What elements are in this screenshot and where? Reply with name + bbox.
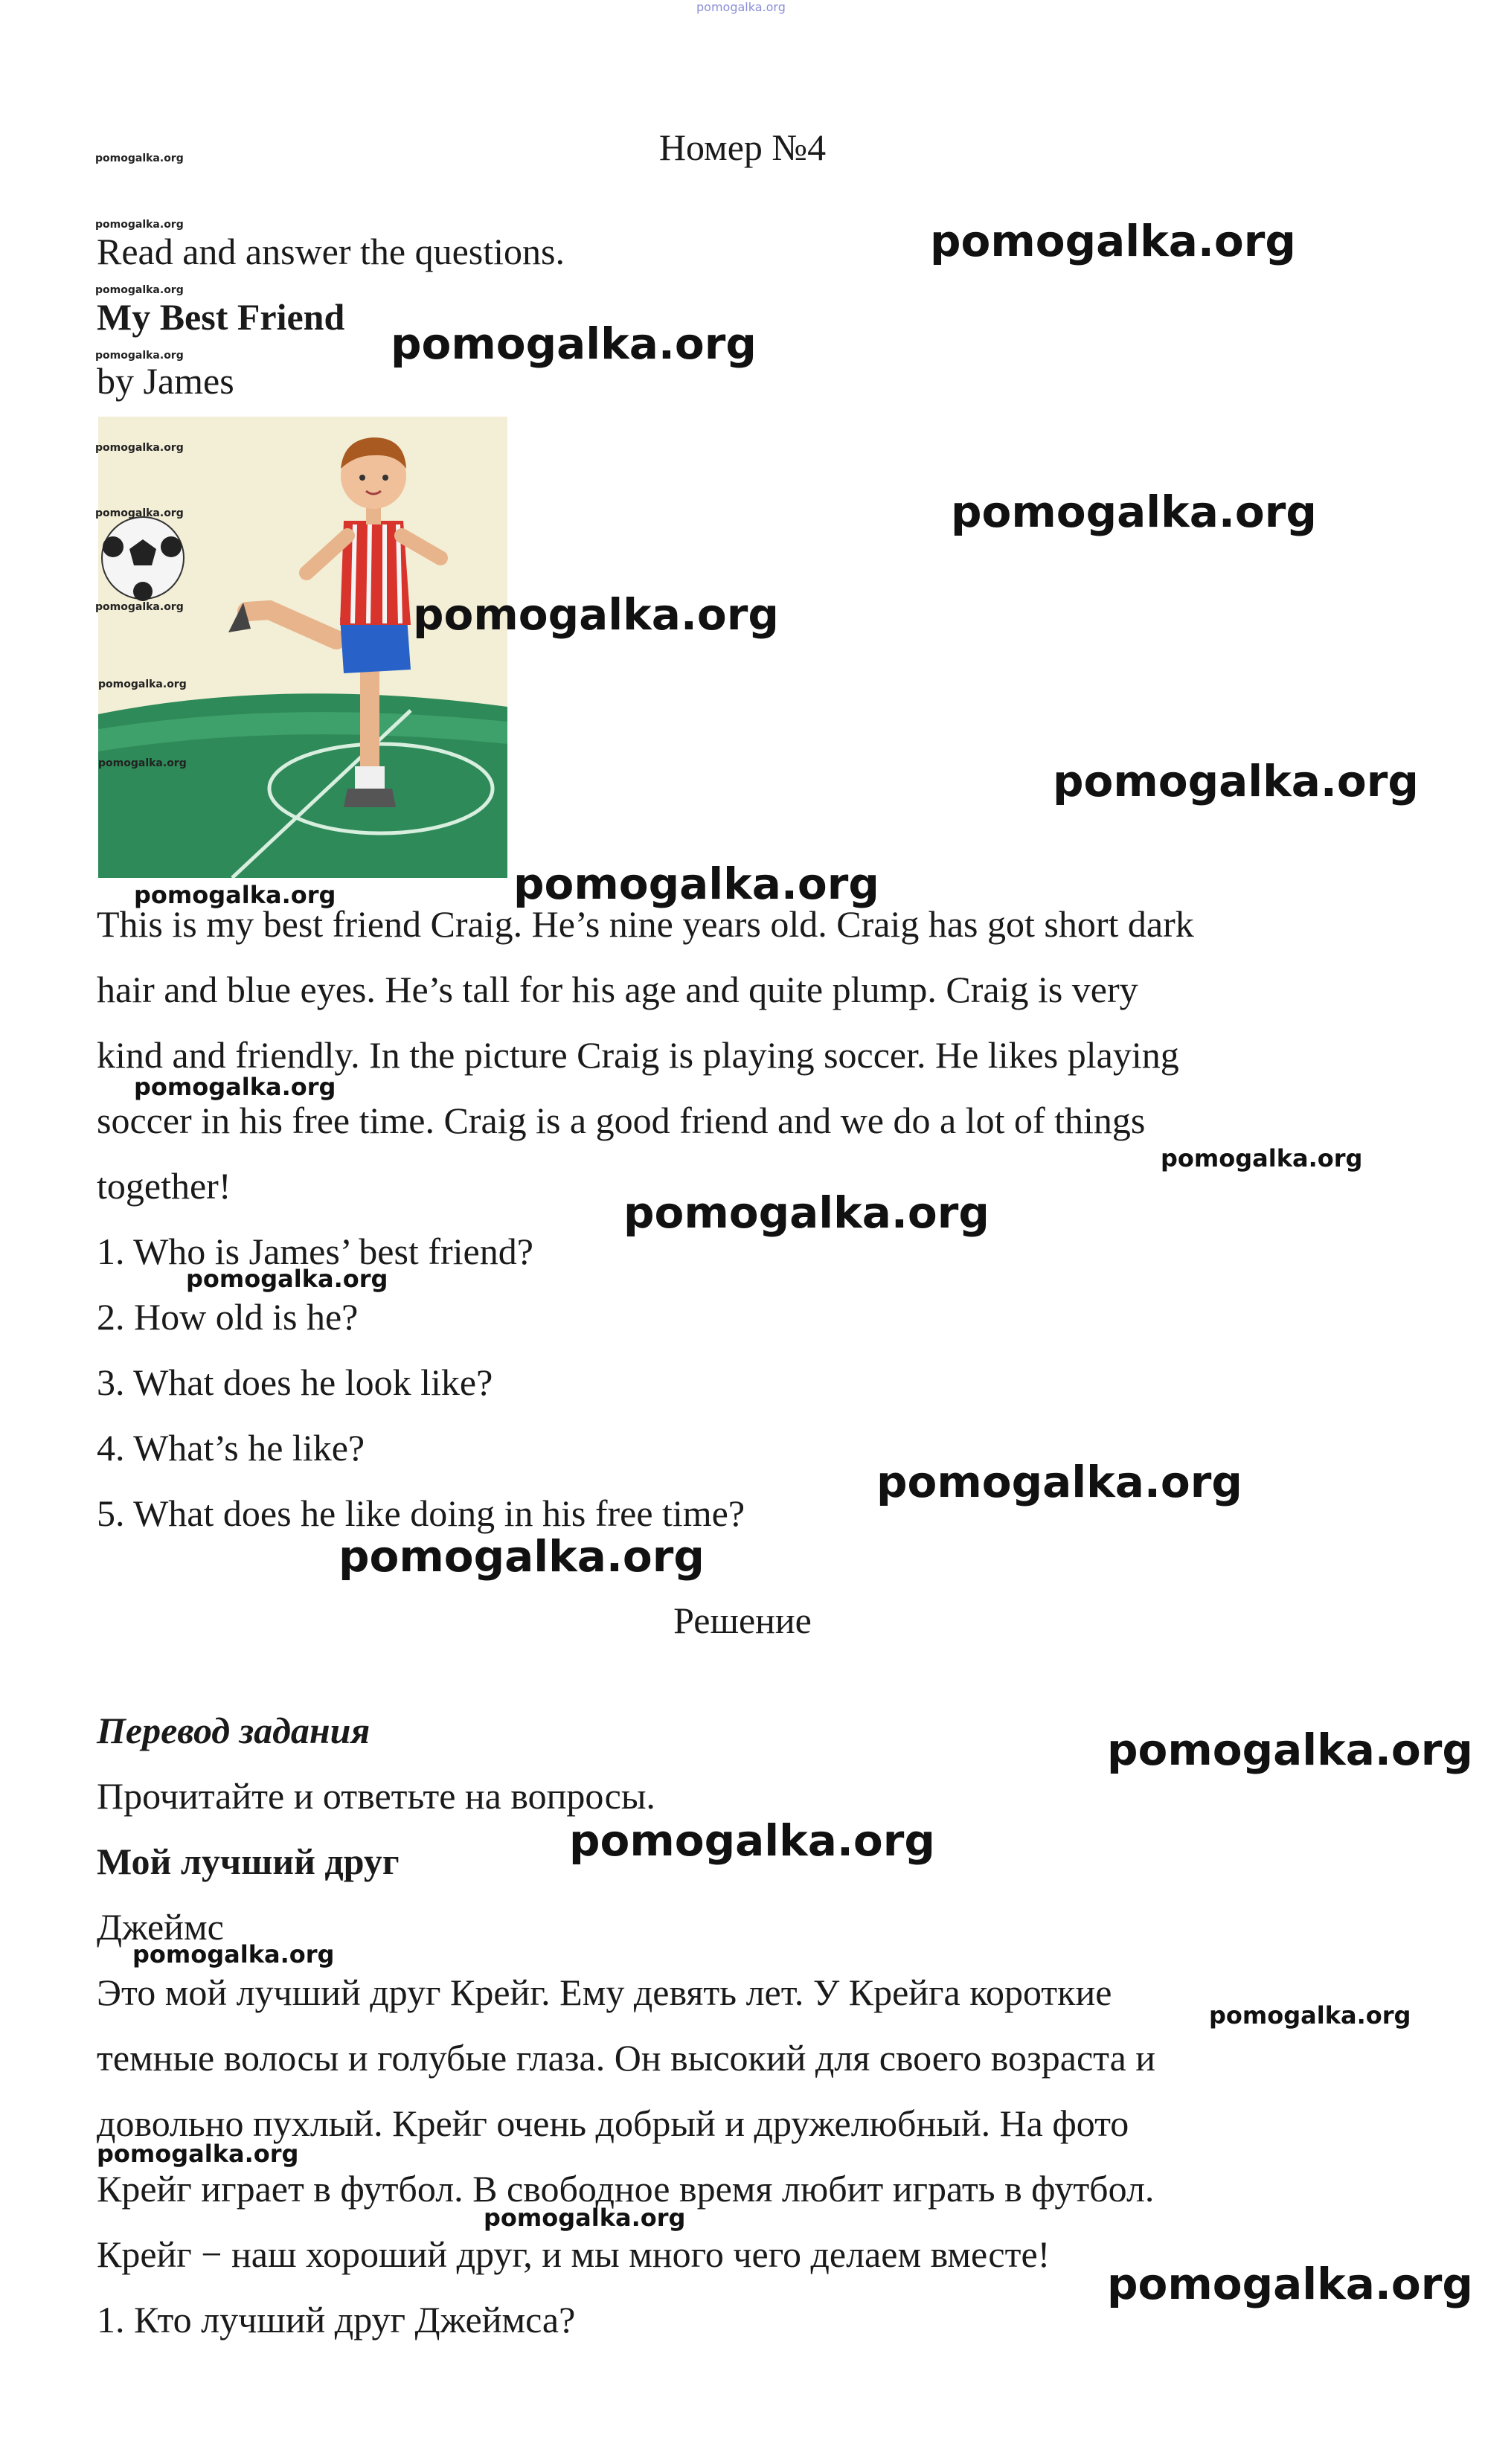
- paragraph-line: This is my best friend Craig. He’s nine years old. Craig has got short dark: [97, 903, 1194, 945]
- watermark: pomogalka.org: [95, 153, 184, 164]
- watermark: pomogalka.org: [484, 2204, 686, 2232]
- watermark: pomogalka.org: [186, 1265, 388, 1293]
- question-item: 2. How old is he?: [97, 1296, 359, 1338]
- translation-instruction: Прочитайте и ответьте на вопросы.: [97, 1775, 655, 1817]
- question-item: 5. What does he like doing in his free time?: [97, 1492, 745, 1534]
- paragraph-line: soccer in his free time. Craig is a good friend and we do a lot of things: [97, 1100, 1146, 1141]
- translation-heading: Перевод задания: [97, 1710, 371, 1751]
- watermark: pomogalka.org: [95, 350, 184, 362]
- watermark: pomogalka.org: [1107, 2259, 1473, 2309]
- translation-line: Крейг играет в футбол. В свободное время любит играть в футбол.: [97, 2168, 1155, 2210]
- watermark: pomogalka.org: [97, 2140, 299, 2168]
- paragraph-line: kind and friendly. In the picture Craig is playing soccer. He likes playing: [97, 1034, 1179, 1076]
- watermark: pomogalka.org: [95, 507, 184, 519]
- watermark: pomogalka.org: [413, 589, 779, 640]
- question-item: 4. What’s he like?: [97, 1427, 365, 1469]
- boy-kicking-soccer-ball-illustration: [98, 417, 507, 878]
- translation-line: Крейг − наш хороший друг, и мы много чего делаем вместе!: [97, 2233, 1051, 2275]
- watermark: pomogalka.org: [98, 757, 187, 769]
- solution-label: Решение: [673, 1600, 812, 1641]
- translation-line: Это мой лучший друг Крейг. Ему девять лет. У Крейга короткие: [97, 1971, 1112, 2013]
- story-author: by James: [97, 360, 234, 402]
- watermark: pomogalka.org: [98, 678, 187, 690]
- translation-story-title: Мой лучший друг: [97, 1841, 400, 1882]
- task-instruction: Read and answer the questions.: [97, 231, 565, 272]
- watermark: pomogalka.org: [876, 1457, 1242, 1507]
- question-item: 3. What does he look like?: [97, 1361, 493, 1403]
- watermark: pomogalka.org: [339, 1531, 705, 1582]
- watermark: pomogalka.org: [569, 1815, 935, 1866]
- translation-line: довольно пухлый. Крейг очень добрый и дружелюбный. На фото: [97, 2102, 1129, 2144]
- watermark: pomogalka.org: [951, 487, 1317, 537]
- watermark: pomogalka.org: [1161, 1144, 1363, 1172]
- watermark: pomogalka.org: [132, 1940, 335, 1969]
- watermark: pomogalka.org: [95, 601, 184, 613]
- watermark: pomogalka.org: [134, 881, 336, 909]
- paragraph-line: together!: [97, 1165, 231, 1207]
- watermark: pomogalka.org: [1053, 756, 1419, 806]
- translation-author: Джеймс: [97, 1906, 224, 1948]
- story-title: My Best Friend: [97, 296, 345, 338]
- watermark: pomogalka.org: [95, 284, 184, 296]
- top-watermark: pomogalka.org: [696, 0, 786, 14]
- answer-item: 1. Кто лучший друг Джеймса?: [97, 2299, 576, 2341]
- watermark: pomogalka.org: [623, 1187, 990, 1238]
- translation-line: темные волосы и голубые глаза. Он высокий для своего возраста и: [97, 2037, 1156, 2079]
- watermark: pomogalka.org: [95, 219, 184, 231]
- watermark: pomogalka.org: [1209, 2001, 1411, 2030]
- question-item: 1. Who is James’ best friend?: [97, 1231, 533, 1272]
- watermark: pomogalka.org: [930, 216, 1296, 266]
- watermark: pomogalka.org: [95, 442, 184, 454]
- page-title: Номер №4: [658, 126, 827, 168]
- paragraph-line: hair and blue eyes. He’s tall for his age and quite plump. Craig is very: [97, 969, 1138, 1010]
- watermark: pomogalka.org: [134, 1073, 336, 1101]
- watermark: pomogalka.org: [391, 318, 757, 369]
- watermark: pomogalka.org: [513, 859, 879, 909]
- watermark: pomogalka.org: [1107, 1725, 1473, 1775]
